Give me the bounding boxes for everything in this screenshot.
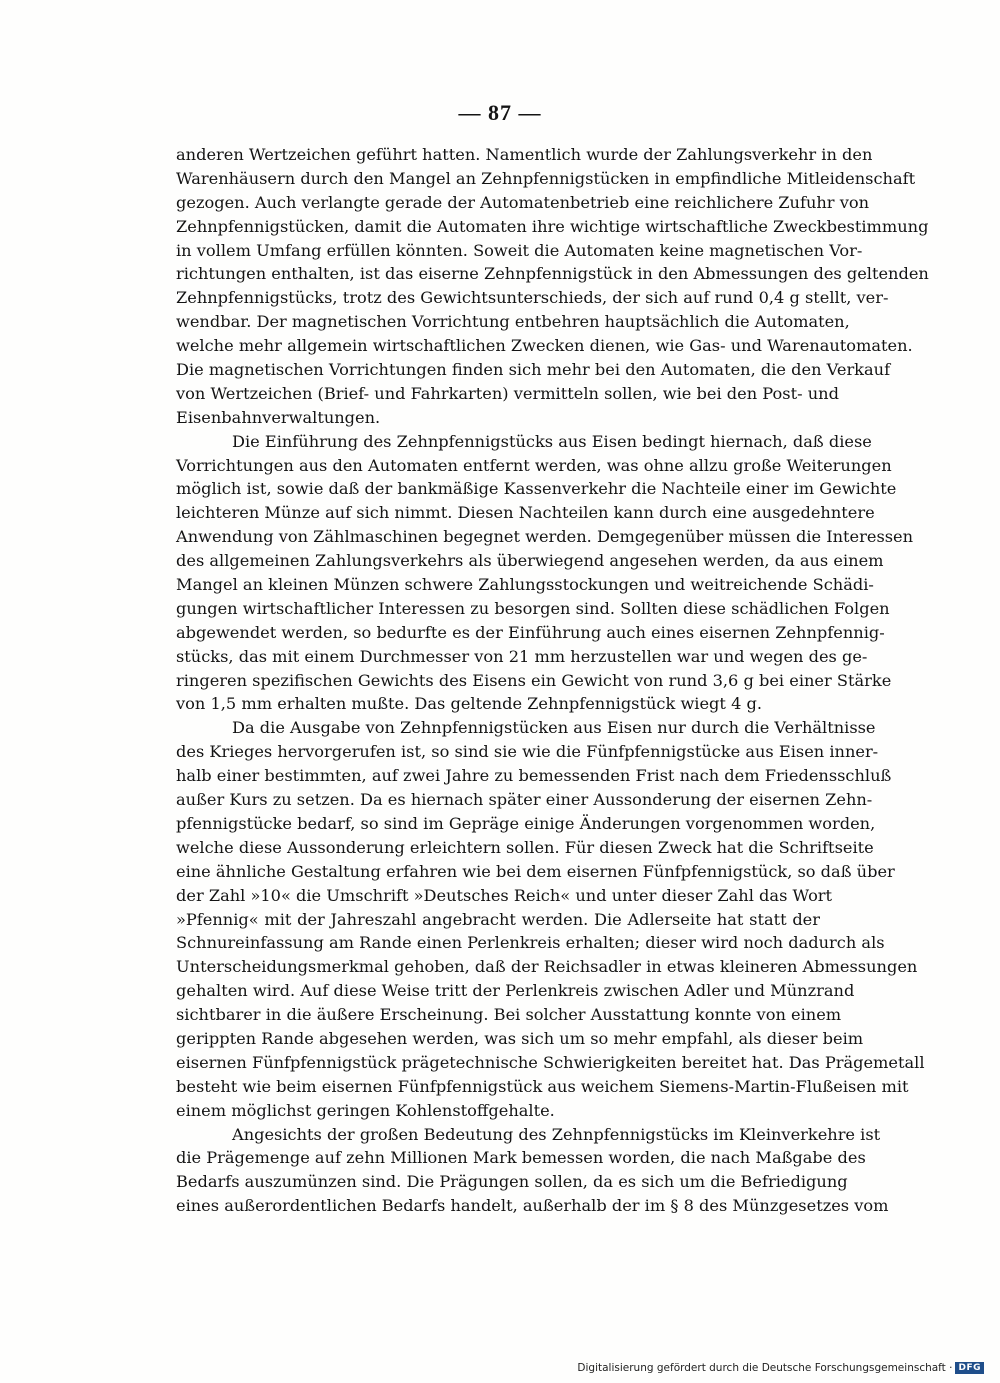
text-line: halb einer bestimmten, auf zwei Jahre zu bemessenden Frist nach dem Friedensschluß <box>176 766 892 786</box>
text-line: gehalten wird. Auf diese Weise tritt der Perlenkreis zwischen Adler und Münzrand <box>176 981 855 1001</box>
text-line: stücks, das mit einem Durchmesser von 21 mm herzustellen war und wegen des ge- <box>176 646 868 666</box>
text-line: Zehnpfennigstücks, trotz des Gewichtsunterschieds, der sich auf rund 0,4 g stellt, ver- <box>176 288 889 308</box>
text-line: gezogen. Auch verlangte gerade der Automatenbetrieb eine reichlichere Zufuhr von <box>176 192 870 212</box>
text-line: Eisenbahnverwaltungen. <box>176 407 381 427</box>
text-line: eines außerordentlichen Bedarfs handelt, außerhalb der im § 8 des Münzgesetzes vom <box>176 1196 889 1216</box>
text-line: Da die Ausgabe von Zehnpfennigstücken aus Eisen nur durch die Verhältnisse <box>232 718 876 738</box>
text-line: Anwendung von Zählmaschinen begegnet werden. Demgegenüber müssen die Interessen <box>176 527 914 547</box>
text-line: des Krieges hervorgerufen ist, so sind sie wie die Fünfpfennigstücke aus Eisen inner- <box>176 742 879 762</box>
text-line: möglich ist, sowie daß der bankmäßige Kassenverkehr die Nachteile einer im Gewichte <box>176 479 897 499</box>
text-line: leichteren Münze auf sich nimmt. Diesen Nachteilen kann durch eine ausgedehntere <box>176 503 875 523</box>
footer-text: Digitalisierung gefördert durch die Deutsche Forschungsgemeinschaft · <box>577 1362 953 1374</box>
text-line: der Zahl »10« die Umschrift »Deutsches Reich« und unter dieser Zahl das Wort <box>176 885 833 905</box>
text-line: eisernen Fünfpfennigstück prägetechnische Schwierigkeiten bereitet hat. Das Prägemetall <box>176 1052 925 1072</box>
text-line: eine ähnliche Gestaltung erfahren wie bei dem eisernen Fünfpfennigstück, so daß über <box>176 861 895 881</box>
footer-credit <box>577 1362 984 1374</box>
body-text <box>176 143 929 1218</box>
text-line: gungen wirtschaftlicher Interessen zu besorgen sind. Sollten diese schädlichen Folgen <box>176 598 890 618</box>
text-line: Vorrichtungen aus den Automaten entfernt werden, was ohne allzu große Weiterungen <box>176 455 892 475</box>
text-line: wendbar. Der magnetischen Vorrichtung entbehren hauptsächlich die Automaten, <box>176 312 850 332</box>
text-line: des allgemeinen Zahlungsverkehrs als überwiegend angesehen werden, da aus einem <box>176 551 884 571</box>
text-line: abgewendet werden, so bedurfte es der Einführung auch eines eisernen Zehnpfennig- <box>176 622 885 642</box>
text-line: welche mehr allgemein wirtschaftlichen Zwecken dienen, wie Gas- und Warenautomaten. <box>176 336 913 356</box>
text-line: Warenhäusern durch den Mangel an Zehnpfennigstücken in empfindliche Mitleidenschaft <box>176 168 916 188</box>
text-line: in vollem Umfang erfüllen könnten. Soweit die Automaten keine magnetischen Vor- <box>176 240 863 260</box>
text-line: welche diese Aussonderung erleichtern sollen. Für diesen Zweck hat die Schriftseite <box>176 837 874 857</box>
text-line: die Prägemenge auf zehn Millionen Mark bemessen worden, die nach Maßgabe des <box>176 1148 866 1168</box>
text-line: Die magnetischen Vorrichtungen finden sich mehr bei den Automaten, die den Verkauf <box>176 360 891 380</box>
text-line: ringeren spezifischen Gewichts des Eisens ein Gewicht von rund 3,6 g bei einer Stärke <box>176 670 892 690</box>
text-line: Schnureinfassung am Rande einen Perlenkreis erhalten; dieser wird noch dadurch als <box>176 933 885 953</box>
text-line: Die Einführung des Zehnpfennigstücks aus Eisen bedingt hiernach, daß diese <box>232 431 872 451</box>
text-line: richtungen enthalten, ist das eiserne Zehnpfennigstück in den Abmessungen des geltenden <box>176 264 929 284</box>
text-line: von 1,5 mm erhalten mußte. Das geltende Zehnpfennigstück wiegt 4 g. <box>176 694 763 714</box>
text-line: außer Kurs zu setzen. Da es hiernach später einer Aussonderung der eisernen Zehn- <box>176 790 873 810</box>
text-line: Mangel an kleinen Münzen schwere Zahlungsstockungen und weitreichende Schädi- <box>176 575 874 595</box>
text-line: Bedarfs auszumünzen sind. Die Prägungen sollen, da es sich um die Befriedigung <box>176 1172 848 1192</box>
text-line: pfennigstücke bedarf, so sind im Gepräge einige Änderungen vorgenommen worden, <box>176 813 876 833</box>
page-number: — 87 — <box>458 100 542 125</box>
text-line: Zehnpfennigstücken, damit die Automaten ihre wichtige wirtschaftliche Zweckbestimmung <box>176 216 929 236</box>
text-line: besteht wie beim eisernen Fünfpfennigstück aus weichem Siemens-Martin-Flußeisen mit <box>176 1076 909 1096</box>
text-line: gerippten Rande abgesehen werden, was sich um so mehr empfahl, als dieser beim <box>176 1028 864 1048</box>
text-line: »Pfennig« mit der Jahreszahl angebracht werden. Die Adlerseite hat statt der <box>176 909 820 929</box>
text-line: Unterscheidungsmerkmal gehoben, daß der Reichsadler in etwas kleineren Abmessungen <box>176 957 918 977</box>
text-line: sichtbarer in die äußere Erscheinung. Bei solcher Ausstattung konnte von einem <box>176 1005 842 1025</box>
dfg-logo: DFG <box>955 1362 984 1374</box>
text-line: Angesichts der großen Bedeutung des Zehnpfennigstücks im Kleinverkehre ist <box>232 1124 881 1144</box>
text-line: von Wertzeichen (Brief- und Fahrkarten) vermitteln sollen, wie bei den Post- und <box>176 383 839 403</box>
text-line: anderen Wertzeichen geführt hatten. Namentlich wurde der Zahlungsverkehr in den <box>176 145 873 164</box>
text-line: einem möglichst geringen Kohlenstoffgehalte. <box>176 1100 555 1120</box>
